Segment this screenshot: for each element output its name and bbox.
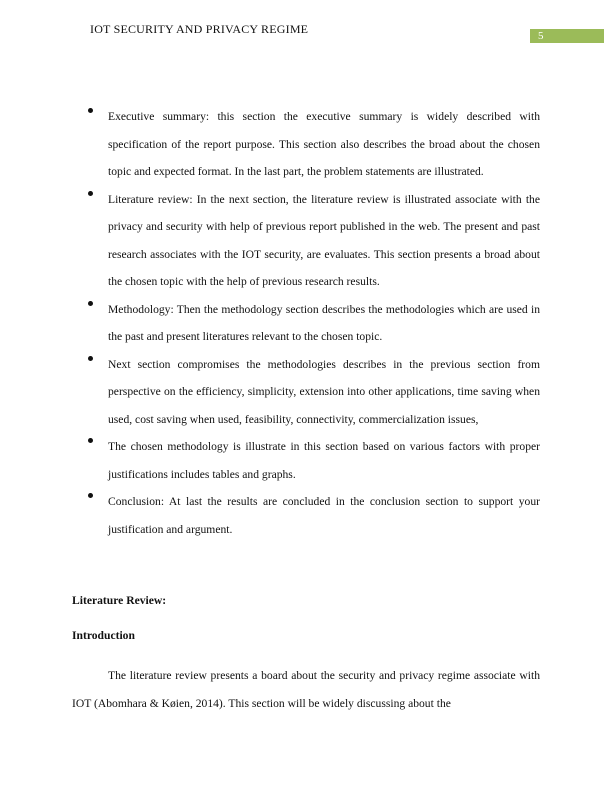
- bullet-icon: [88, 301, 93, 306]
- list-item-text: Next section compromises the methodologies describes in the previous section from perspective on the efficiency, simplicity, extension into other applications, time saving when used, cost saving when used, feasibility, connectivity, commercialization issues,: [108, 357, 540, 426]
- list-item-text: Conclusion: At last the results are concluded in the conclusion section to support your justification and argument.: [108, 495, 540, 536]
- section-outline-list: [0, 103, 612, 543]
- list-item: [0, 488, 612, 543]
- bullet-icon: [88, 356, 93, 361]
- list-item: [0, 186, 612, 296]
- list-item-text: Literature review: In the next section, the literature review is illustrated associate with the privacy and security with help of previous report published in the web. The present and past research associates with the IOT security, are evaluates. This section presents a broad about the chosen topic with the help of previous research results.: [108, 192, 540, 288]
- list-item: [0, 433, 612, 488]
- list-item-text: Executive summary: this section the executive summary is widely described with specification of the report purpose. This section also describes the broad about the chosen topic and expected format. In the last part, the problem statements are illustrated.: [108, 110, 540, 178]
- list-item: [0, 351, 612, 434]
- bullet-icon: [88, 191, 93, 196]
- bullet-icon: [88, 108, 93, 113]
- running-header-title: IOT SECURITY AND PRIVACY REGIME: [90, 22, 309, 36]
- page-number-badge: 5: [530, 29, 604, 43]
- list-item: [0, 103, 612, 186]
- bullet-icon: [88, 438, 93, 443]
- list-item-text: Methodology: Then the methodology section describes the methodologies which are used in the past and present literatures relevant to the chosen topic.: [108, 302, 540, 343]
- list-item: [0, 296, 612, 351]
- heading-literature-review: Literature Review:: [72, 594, 167, 607]
- body-paragraph: The literature review presents a board about the security and privacy regime associate with IOT (Abomhara & Køien, 2014). This section will be widely discussing about the: [72, 669, 540, 710]
- bullet-icon: [88, 493, 93, 498]
- list-item-text: The chosen methodology is illustrate in this section based on various factors with proper justifications includes tables and graphs.: [108, 440, 540, 481]
- heading-introduction: Introduction: [72, 629, 135, 642]
